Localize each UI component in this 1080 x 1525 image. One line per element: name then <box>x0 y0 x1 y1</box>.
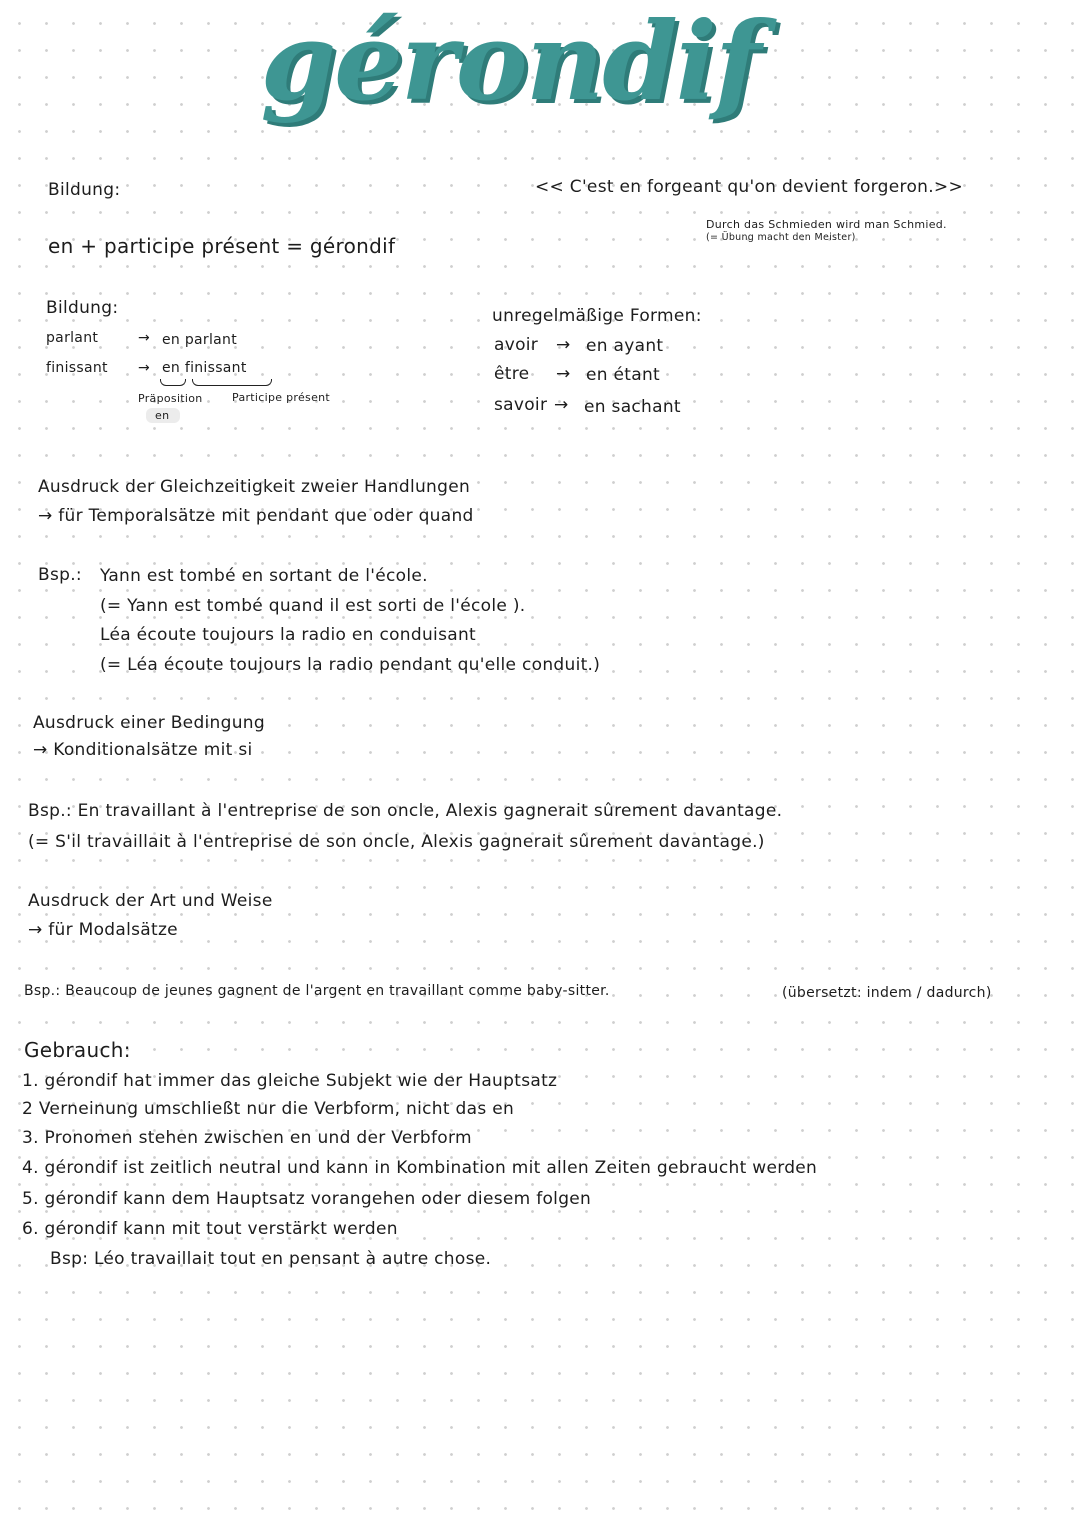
label-preposition: Präposition <box>138 392 203 405</box>
usage-heading: Gebrauch: <box>24 1038 131 1062</box>
brace-preposition <box>160 379 186 386</box>
arrow-icon: → <box>554 395 569 415</box>
simultaneity-example-2: (= Yann est tombé quand il est sorti de l'école ). <box>100 596 526 616</box>
formation-base-1: parlant <box>46 330 99 346</box>
formation-heading: Bildung: <box>46 298 119 318</box>
manner-translation-note: (übersetzt: indem / dadurch) <box>782 985 992 1001</box>
usage-item-1: 1. gérondif hat immer das gleiche Subjekt wie der Hauptsatz <box>22 1071 558 1091</box>
condition-note: → Konditionalsätze mit si <box>33 740 253 760</box>
formation-result-2: en finissant <box>162 360 247 376</box>
arrow-icon: → <box>138 330 151 346</box>
condition-heading: Ausdruck einer Bedingung <box>33 713 265 733</box>
brace-participe <box>192 379 272 386</box>
simultaneity-example-4: (= Léa écoute toujours la radio pendant qu'elle conduit.) <box>100 655 601 675</box>
irregular-form-3: en sachant <box>584 397 681 417</box>
manner-heading: Ausdruck der Art und Weise <box>28 891 273 911</box>
condition-paraphrase: (= S'il travaillait à l'entreprise de son oncle, Alexis gagnerait sûrement davantage.) <box>28 832 765 852</box>
manner-note: → für Modalsätze <box>28 920 178 940</box>
simultaneity-heading: Ausdruck der Gleichzeitigkeit zweier Handlungen <box>38 477 471 497</box>
label-preposition-en: en <box>155 409 170 422</box>
quote-note: (= Übung macht den Meister) <box>706 232 856 243</box>
usage-item-2: 2 Verneinung umschließt nur die Verbform, nicht das en <box>22 1099 515 1119</box>
irregular-heading: unregelmäßige Formen: <box>492 306 702 326</box>
simultaneity-bsp-label: Bsp.: <box>38 565 82 585</box>
manner-example: Bsp.: Beaucoup de jeunes gagnent de l'argent en travaillant comme baby-sitter. <box>24 983 610 999</box>
page-title: gérondif <box>260 0 760 125</box>
usage-example: Bsp: Léo travaillait tout en pensant à autre chose. <box>50 1249 492 1269</box>
irregular-verb-2: être <box>494 364 530 384</box>
simultaneity-note: → für Temporalsätze mit pendant que oder quand <box>38 506 474 526</box>
usage-item-5: 5. gérondif kann dem Hauptsatz vorangehen oder diesem folgen <box>22 1189 592 1209</box>
irregular-verb-1: avoir <box>494 335 539 355</box>
arrow-icon: → <box>556 364 571 384</box>
arrow-icon: → <box>138 360 151 376</box>
formation-base-2: finissant <box>46 360 108 376</box>
intro-heading: Bildung: <box>48 180 121 200</box>
irregular-form-1: en ayant <box>586 336 664 356</box>
label-participe: Participe présent <box>232 391 331 404</box>
formula: en + participe présent = gérondif <box>48 234 396 258</box>
arrow-icon: → <box>556 335 571 355</box>
quote: << C'est en forgeant qu'on devient forgeron.>> <box>535 177 964 197</box>
condition-example: Bsp.: En travaillant à l'entreprise de son oncle, Alexis gagnerait sûrement davantage. <box>28 801 783 821</box>
usage-item-4: 4. gérondif ist zeitlich neutral und kann in Kombination mit allen Zeiten gebraucht werden <box>22 1158 818 1178</box>
irregular-form-2: en étant <box>586 365 661 385</box>
irregular-verb-3: savoir <box>494 395 548 415</box>
formation-result-1: en parlant <box>162 332 237 348</box>
simultaneity-example-3: Léa écoute toujours la radio en conduisant <box>100 625 476 645</box>
quote-translation: Durch das Schmieden wird man Schmied. <box>706 218 947 231</box>
simultaneity-example-1: Yann est tombé en sortant de l'école. <box>100 566 428 586</box>
usage-item-6: 6. gérondif kann mit tout verstärkt werden <box>22 1219 398 1239</box>
usage-item-3: 3. Pronomen stehen zwischen en und der Verbform <box>22 1128 472 1148</box>
